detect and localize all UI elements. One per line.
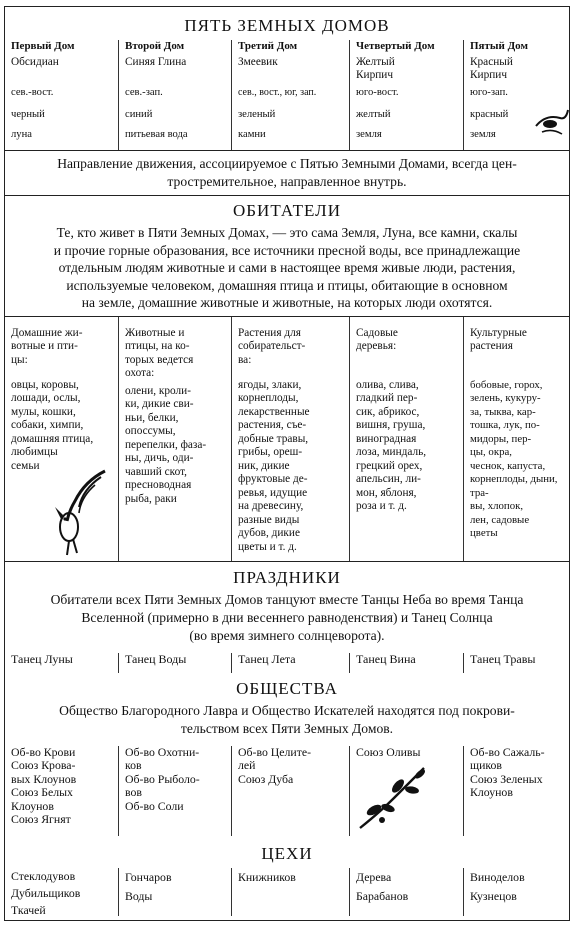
- house-column: [118, 40, 231, 150]
- inhabitant-column: [463, 317, 569, 561]
- bird-illustration-icon: [45, 467, 109, 557]
- guild-item: Дерева Барабанов: [349, 868, 463, 916]
- societies-row: [5, 746, 569, 836]
- house-color: синий: [125, 108, 153, 120]
- holidays-text: Обитатели всех Пяти Земных Домов танцуют вместе Танцы Неба во время Танца Вселенной (примерно в дни весеннего равноденствия) и Танец Солнца (во время зимнего солнцеворота).: [50, 591, 524, 643]
- inhabitant-heading: Животные и птицы, на ко- торых ведется охота:: [125, 326, 194, 379]
- house-color: желтый: [356, 108, 391, 120]
- house-column: [349, 40, 463, 150]
- house-stone: Синяя Глина: [125, 55, 187, 68]
- houses-note: Направление движения, ассоциируемое с Пятью Земными Домами, всегда цен- тростремительное, направленное внутрь.: [57, 156, 517, 189]
- guild-item: Книжников: [231, 868, 349, 916]
- guild-item: Стеклодувов Дубильщиков Ткачей: [11, 868, 81, 917]
- inhabitant-items: олени, кроли- ки, дикие сви- ньи, белки, опоссумы, перепелки, фаза- ны, дичь, оди- чавший скот, пресноводная рыба, раки: [125, 384, 207, 505]
- societies-text: Общество Благородного Лавра и Общество Искателей находятся под покрови- тельством всех Пяти Земных Домов.: [59, 702, 515, 736]
- house-element: питьевая вода: [125, 128, 188, 140]
- house-name: Второй Дом: [125, 40, 185, 52]
- holidays-title: ПРАЗДНИКИ: [233, 567, 341, 587]
- house-stone: Красный Кирпич: [470, 55, 513, 81]
- holidays-row: [5, 653, 569, 673]
- house-stone: Змеевик: [238, 55, 278, 68]
- house-element: земля: [470, 128, 496, 140]
- house-element: земля: [356, 128, 382, 140]
- house-stone: Желтый Кирпич: [356, 55, 395, 81]
- holiday-item: Танец Травы: [463, 653, 569, 673]
- houses-title: ПЯТЬ ЗЕМНЫХ ДОМОВ: [184, 16, 390, 35]
- houses-table: [5, 40, 569, 150]
- house-stone: Обсидиан: [11, 55, 59, 68]
- house-direction: юго-зап.: [470, 86, 508, 98]
- olive-branch-icon: [354, 762, 434, 832]
- house-column: [5, 40, 118, 150]
- house-name: Четвертый Дом: [356, 40, 435, 52]
- society-item: Об-во Сажаль- щиков Союз Зеленых Клоунов: [463, 746, 569, 836]
- society-item: Об-во Крови Союз Крова- вых Клоунов Союз Белых Клоунов Союз Ягнят: [11, 744, 77, 826]
- inhabitant-column: [118, 317, 231, 561]
- inhabitant-items: ягоды, злаки, корнеплоды, лекарственные растения, съе- добные травы, грибы, ореш- ник, дикие фруктовые де- ревья, идущие на древесину, разные виды дубов, дикие цветы и т. д.: [238, 378, 310, 553]
- inhabitant-heading: Садовые деревья:: [356, 326, 398, 352]
- inhabitants-table: [5, 317, 569, 561]
- house-direction: юго-вост.: [356, 86, 399, 98]
- house-color: черный: [11, 108, 45, 120]
- house-column: [231, 40, 349, 150]
- inhabitant-heading: Растения для собирательст- ва:: [238, 326, 306, 366]
- inhabitant-items: олива, слива, гладкий пер- сик, абрикос, вишня, груша, виноградная лоза, миндаль, грецкий орех, апельсин, ли- мон, яблоня, роза и т. д.: [356, 378, 427, 512]
- guilds-title: ЦЕХИ: [261, 843, 313, 863]
- eye-glyph-icon: [534, 106, 570, 138]
- inhabitant-items: бобовые, горох, зелень, кукуру- за, тыква, кар- тошка, лук, по- мидоры, пер- цы, окра, чеснок, капуста, корнеплоды, дыни, тра- вы, хлопок, лен, садовые цветы: [470, 378, 558, 539]
- house-element: луна: [11, 128, 32, 140]
- inhabitant-column: [231, 317, 349, 561]
- inhabitants-title: ОБИТАТЕЛИ: [233, 201, 341, 220]
- house-name: Третий Дом: [238, 40, 298, 52]
- house-element: камни: [238, 128, 266, 140]
- house-direction: сев., вост., юг, зап.: [238, 86, 317, 98]
- holiday-item: Танец Вина: [349, 653, 463, 673]
- guild-item: Виноделов Кузнецов: [463, 868, 569, 916]
- society-item: Союз Оливы: [356, 744, 421, 759]
- inhabitant-heading: Культурные растения: [470, 326, 527, 352]
- society-item: Об-во Охотни- ков Об-во Рыболо- вов Об-во Соли: [118, 746, 231, 836]
- inhabitants-text: Те, кто живет в Пяти Земных Домах, — это сама Земля, Луна, все камни, скалы и прочие горные образования, все источники пресной воды, все принадлежащие отдельным людям животные и сами в настоящее время живые люди, растения, используемые человеком, домашняя птица и птицы, обитающие в основном на земле, домашние животные и животные, на которых люди охотятся.: [53, 225, 521, 310]
- inhabitant-column: [5, 317, 118, 561]
- house-name: Пятый Дом: [470, 40, 528, 52]
- house-column: [463, 40, 569, 150]
- house-color: зеленый: [238, 108, 276, 120]
- holiday-item: Танец Луны: [11, 651, 73, 666]
- inhabitant-heading: Домашние жи- вотные и пти- цы:: [11, 326, 83, 366]
- document-page: [4, 6, 570, 921]
- house-direction: сев.-вост.: [11, 86, 54, 98]
- guild-item: Гончаров Воды: [118, 868, 231, 916]
- house-direction: сев.-зап.: [125, 86, 163, 98]
- inhabitant-items: овцы, коровы, лошади, ослы, мулы, кошки, собаки, химпи, домашняя птица, любимцы семьи: [11, 378, 94, 472]
- societies-title: ОБЩЕСТВА: [236, 678, 338, 698]
- house-name: Первый Дом: [11, 40, 75, 52]
- holiday-item: Танец Лета: [231, 653, 349, 673]
- society-column: [349, 746, 463, 836]
- inhabitant-column: [349, 317, 463, 561]
- holiday-item: Танец Воды: [118, 653, 231, 673]
- society-item: Об-во Целите- лей Союз Дуба: [231, 746, 349, 836]
- house-color: красный: [470, 108, 509, 120]
- guilds-row: [5, 868, 569, 916]
